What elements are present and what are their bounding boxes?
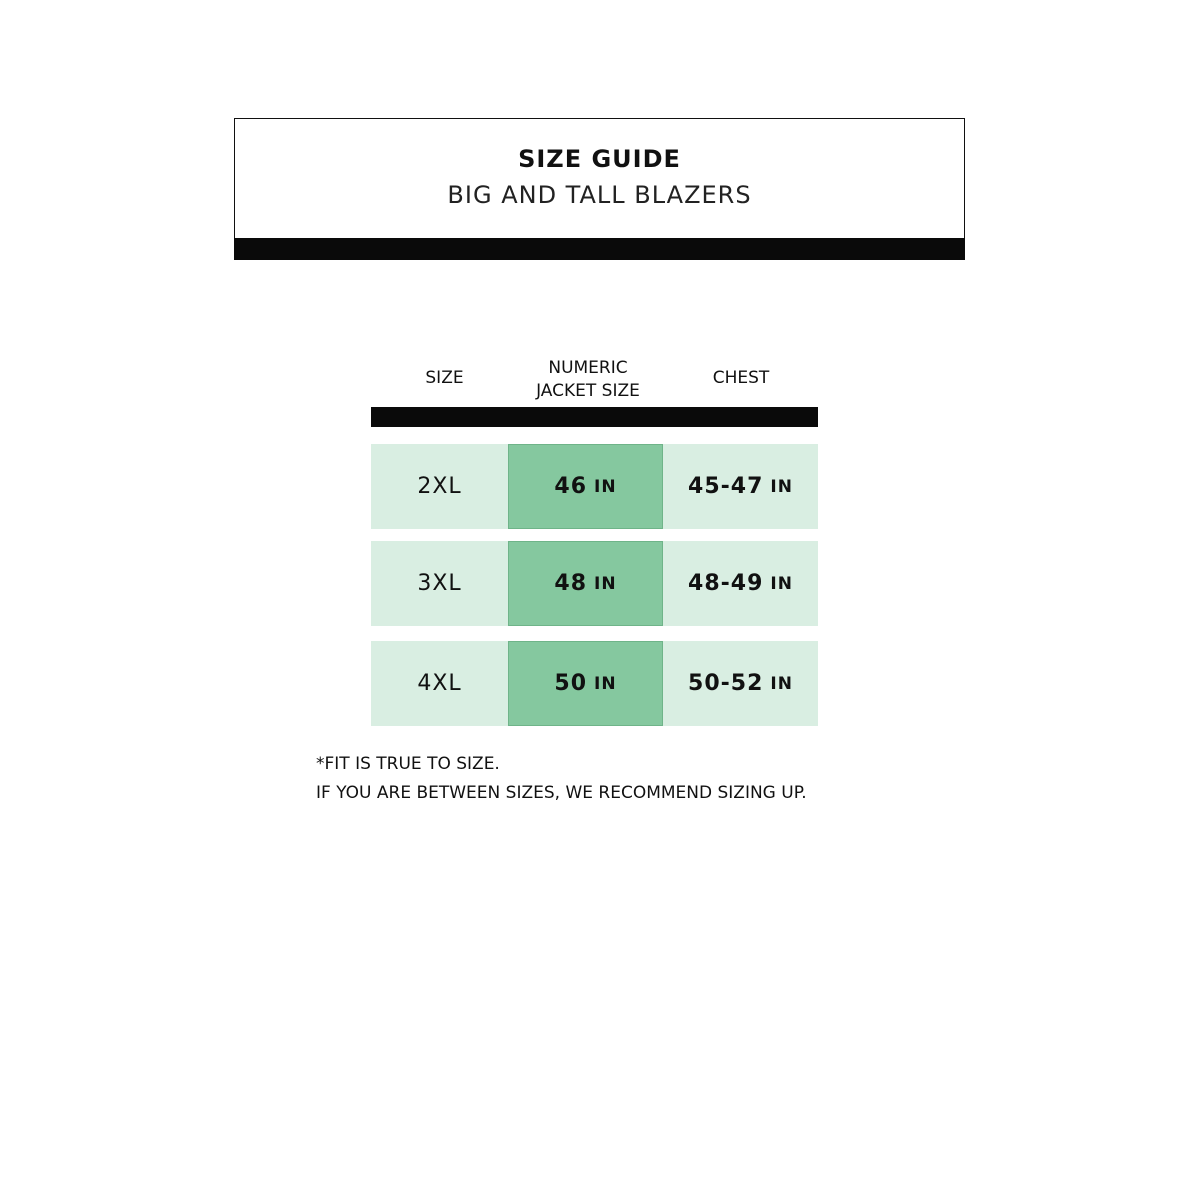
size-value: 2XL: [417, 474, 462, 499]
column-header-size: SIZE: [425, 368, 464, 388]
size-value: 4XL: [417, 671, 462, 696]
column-header-numeric-jacket-size: [508, 357, 668, 403]
table-row: [371, 444, 818, 529]
chest-unit: IN: [770, 673, 793, 694]
chest-value: 50-52: [688, 671, 764, 696]
table-header-rule: [371, 407, 818, 427]
numeric-unit: IN: [594, 673, 617, 694]
numeric-jacket-size-cell: [508, 541, 663, 626]
table-row: [371, 541, 818, 626]
numeric-value: 46: [554, 474, 588, 499]
chest-unit: IN: [770, 573, 793, 594]
page-subtitle: BIG AND TALL BLAZERS: [447, 181, 752, 209]
size-value: 3XL: [417, 571, 462, 596]
header-divider-bar: [234, 238, 965, 260]
fit-note: *FIT IS TRUE TO SIZE.: [316, 754, 500, 774]
chest-unit: IN: [770, 476, 793, 497]
numeric-jacket-size-cell: [508, 641, 663, 726]
size-guide-header: [234, 118, 965, 260]
numeric-jacket-size-cell: [508, 444, 663, 529]
chest-value: 48-49: [688, 571, 764, 596]
column-header-numeric-line1: NUMERIC: [548, 358, 628, 378]
size-cell: [371, 541, 508, 626]
table-row: [371, 641, 818, 726]
page-title: SIZE GUIDE: [518, 145, 681, 173]
numeric-value: 48: [554, 571, 588, 596]
column-header-numeric-line2: JACKET SIZE: [536, 381, 640, 401]
chest-cell: [663, 641, 818, 726]
chest-value: 45-47: [688, 474, 764, 499]
size-cell: [371, 444, 508, 529]
size-cell: [371, 641, 508, 726]
chest-cell: [663, 541, 818, 626]
numeric-value: 50: [554, 671, 588, 696]
chest-cell: [663, 444, 818, 529]
numeric-unit: IN: [594, 476, 617, 497]
numeric-unit: IN: [594, 573, 617, 594]
column-header-chest: CHEST: [712, 368, 770, 388]
sizing-recommendation-note: IF YOU ARE BETWEEN SIZES, WE RECOMMEND SIZING UP.: [316, 783, 807, 803]
